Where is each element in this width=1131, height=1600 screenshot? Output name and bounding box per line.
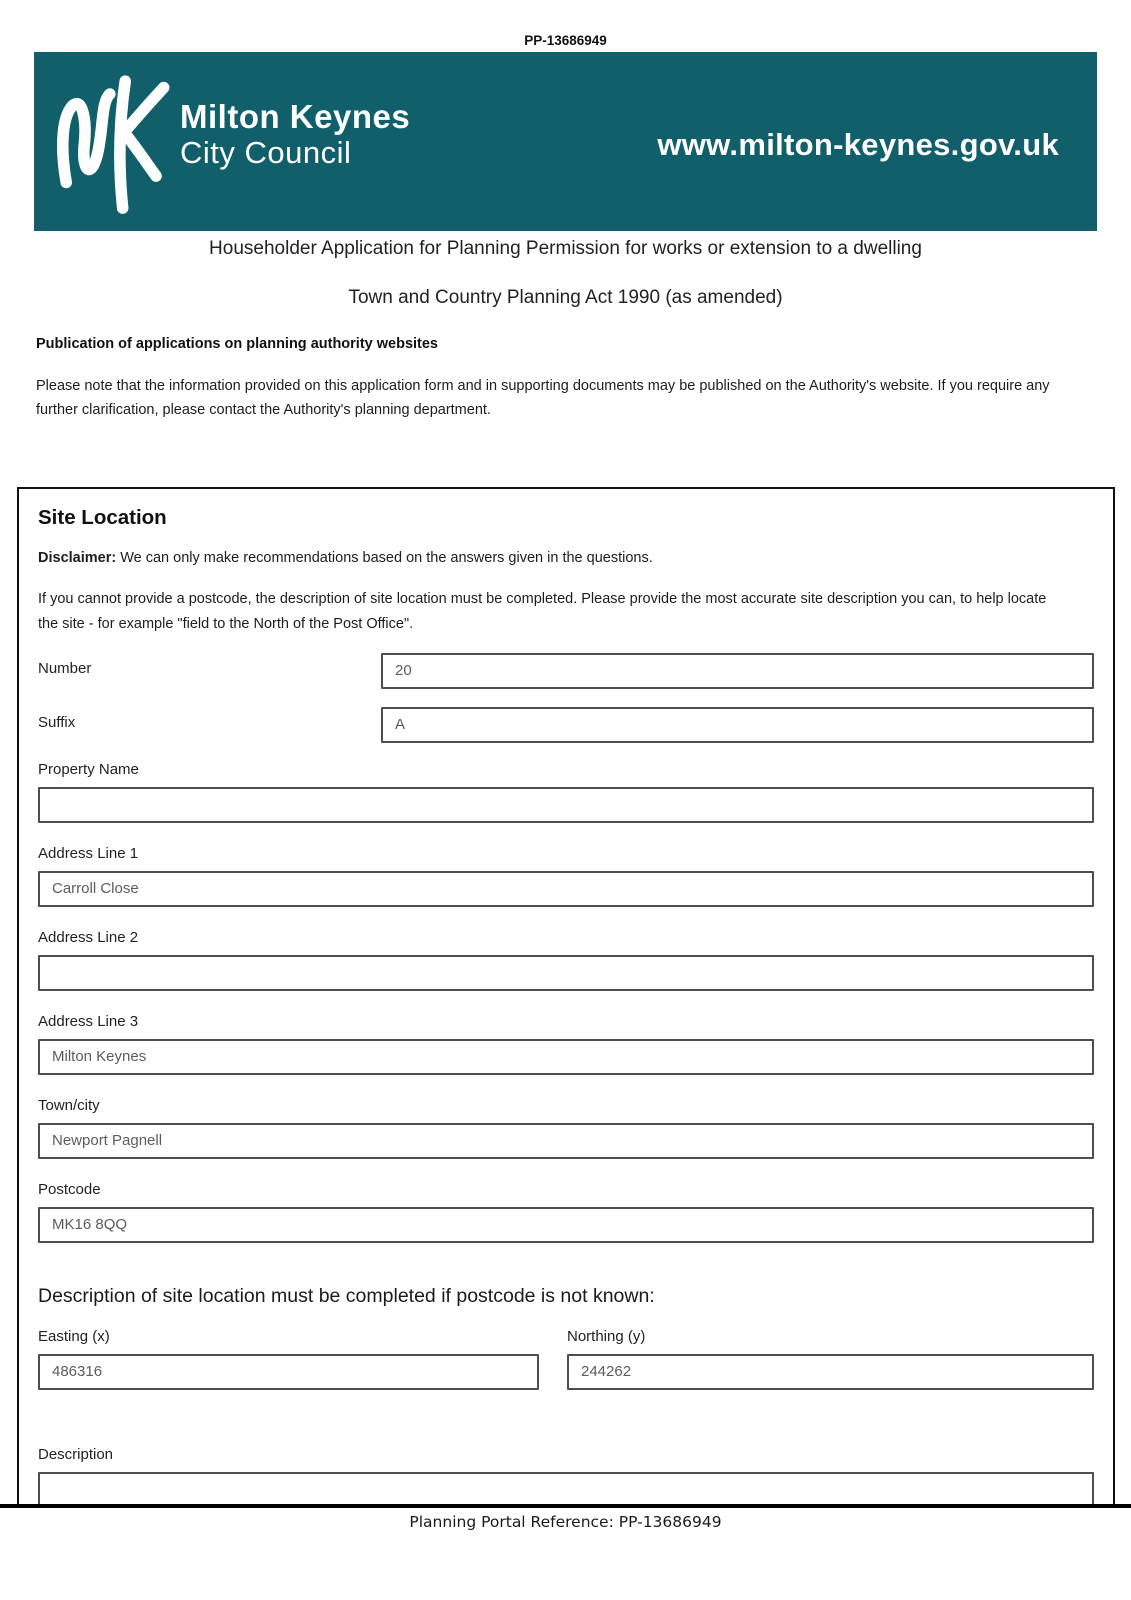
site-location-section [17, 487, 1115, 1506]
address-line-1-field [38, 845, 1094, 907]
disclaimer-label: Disclaimer: [38, 550, 117, 566]
address-line-2-input[interactable] [38, 955, 1094, 991]
mk-monogram-icon [56, 68, 174, 220]
town-city-input[interactable] [38, 1123, 1094, 1159]
council-logo [56, 64, 410, 220]
postcode-input[interactable] [38, 1207, 1094, 1243]
council-subtitle: City Council [180, 134, 352, 170]
property-name-label: Property Name [38, 760, 139, 778]
disclaimer-body: We can only make recommendations based on the answers given in the questions. [116, 550, 653, 566]
address-line-3-input[interactable] [38, 1039, 1094, 1075]
council-website-url: www.milton-keynes.gov.uk [657, 126, 1059, 162]
publication-heading: Publication of applications on planning authority websites [36, 336, 438, 352]
council-logo-text [180, 99, 410, 171]
council-name: Milton Keynes [180, 97, 411, 135]
site-location-intro: If you cannot provide a postcode, the description of site location must be completed. Please provide the most accurate site description you can, to help locate the site - for example "field to the North of the Post Office". [38, 591, 1047, 633]
page-break-divider [0, 1504, 1131, 1508]
property-name-field [38, 761, 1094, 823]
footer-reference: Planning Portal Reference: PP-13686949 [409, 1513, 722, 1531]
description-field [38, 1446, 1094, 1506]
top-reference: PP-13686949 [524, 33, 607, 48]
act-subtitle: Town and Country Planning Act 1990 (as amended) [348, 287, 783, 308]
disclaimer-text [38, 550, 1094, 566]
address-line-1-label: Address Line 1 [38, 844, 139, 862]
postcode-field [38, 1181, 1094, 1243]
northing-input[interactable] [567, 1354, 1094, 1390]
northing-field [567, 1328, 1094, 1390]
description-input[interactable] [38, 1472, 1094, 1506]
town-city-label: Town/city [38, 1096, 100, 1114]
address-line-1-input[interactable] [38, 871, 1094, 907]
council-header-banner [34, 52, 1097, 231]
suffix-input[interactable] [381, 707, 1094, 743]
town-city-field [38, 1097, 1094, 1159]
easting-input[interactable] [38, 1354, 539, 1390]
address-line-3-field [38, 1013, 1094, 1075]
number-input[interactable] [381, 653, 1094, 689]
number-label: Number [38, 659, 92, 677]
description-section-heading: Description of site location must be completed if postcode is not known: [38, 1284, 655, 1307]
property-name-input[interactable] [38, 787, 1094, 823]
form-title: Householder Application for Planning Permission for works or extension to a dwelling [209, 238, 922, 259]
suffix-label: Suffix [38, 713, 76, 731]
suffix-field [38, 707, 1094, 743]
address-line-3-label: Address Line 3 [38, 1012, 139, 1030]
address-line-2-field [38, 929, 1094, 991]
address-line-2-label: Address Line 2 [38, 928, 139, 946]
coordinates-row [38, 1328, 1094, 1390]
postcode-label: Postcode [38, 1180, 101, 1198]
description-label: Description [38, 1445, 114, 1463]
easting-label: Easting (x) [38, 1327, 110, 1345]
site-location-heading: Site Location [38, 506, 167, 529]
easting-field [38, 1328, 539, 1390]
northing-label: Northing (y) [567, 1327, 646, 1345]
publication-text: Please note that the information provided on this application form and in supporting documents may be published on the Authority's website. If you require any further clarification, please contact the Authority's planning department. [36, 378, 1050, 419]
number-field [38, 653, 1094, 689]
